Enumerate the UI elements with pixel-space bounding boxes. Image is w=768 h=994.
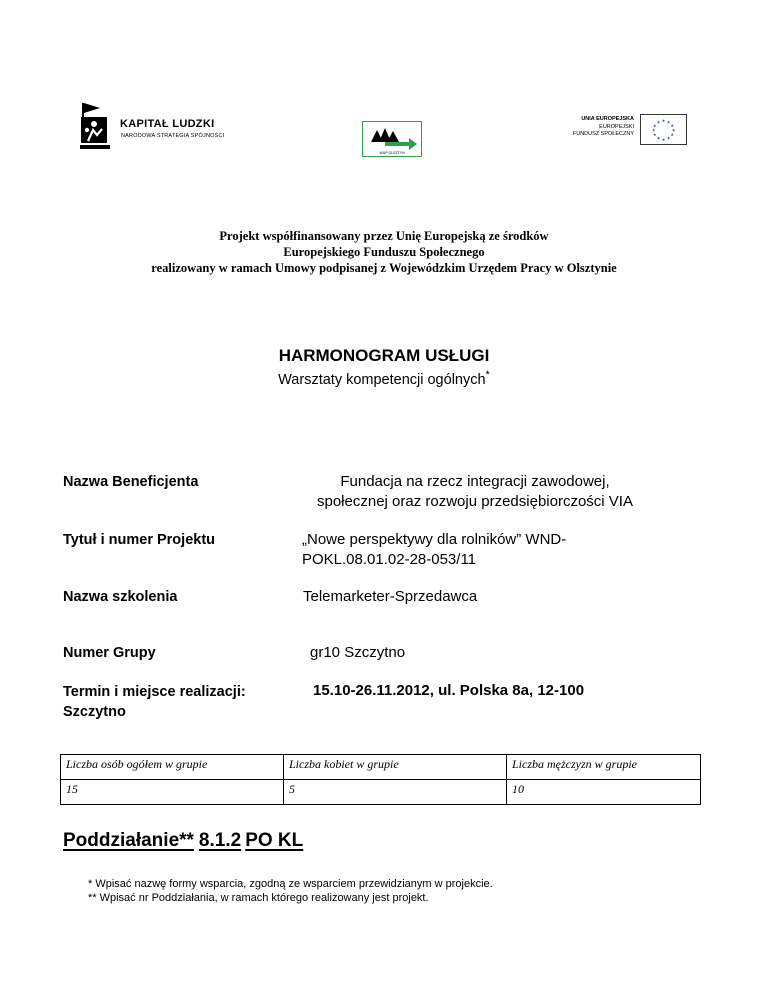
- svg-text:★: ★: [656, 135, 661, 141]
- svg-text:★: ★: [666, 135, 671, 141]
- term-value: 15.10-26.11.2012, ul. Polska 8a, 12-100: [313, 682, 585, 699]
- kapital-ludzki-name: KAPITAŁ LUDZKI: [120, 118, 215, 130]
- svg-text:★: ★: [653, 122, 657, 128]
- svg-text:★: ★: [661, 137, 666, 142]
- project-line-2: POKL.08.01.02-28-053/11: [302, 551, 477, 568]
- eu-line2: FUNDUSZ SPOŁECZNY: [572, 131, 634, 137]
- eu-stars-icon: [641, 115, 686, 144]
- kapital-ludzki-emblem-icon: [78, 103, 112, 153]
- svg-text:★: ★: [661, 118, 666, 123]
- beneficiary-line-1: Fundacja na rzecz integracji zawodowej,: [340, 473, 610, 490]
- svg-text:★: ★: [671, 127, 676, 133]
- training-value: Telemarketer-Sprzedawca: [303, 588, 478, 605]
- training-label: Nazwa szkolenia: [63, 589, 178, 605]
- header-men: Liczba mężczyzn w grupie: [507, 755, 701, 780]
- svg-text:★: ★: [670, 122, 674, 128]
- poddzialanie-suffix: PO KL: [245, 830, 304, 851]
- project-value: [302, 530, 566, 570]
- group-value: gr10 Szczytno: [310, 644, 406, 661]
- document-subtitle-mark: *: [485, 369, 490, 381]
- beneficiary-line-2: społecznej oraz rozwoju przedsiębiorczości VIA: [317, 493, 633, 510]
- eu-logo-text: [540, 116, 634, 139]
- wup-emblem-icon: [363, 122, 419, 154]
- table-row: [61, 780, 701, 805]
- term-label-line-1: Termin i miejsce realizacji:: [63, 684, 246, 700]
- project-label: Tytuł i numer Projektu: [63, 532, 216, 548]
- participants-table: [60, 754, 701, 805]
- group-label: Numer Grupy: [63, 645, 156, 661]
- project-line-1: „Nowe perspektywy dla rolników” WND-: [302, 531, 567, 548]
- document-subtitle: [0, 369, 768, 388]
- svg-text:★: ★: [656, 119, 661, 125]
- wup-logo-caption: WUP OLSZTYN: [379, 151, 405, 155]
- document-subtitle-text: Warsztaty kompetencji ogólnych: [278, 372, 486, 388]
- header-women: Liczba kobiet w grupie: [284, 755, 507, 780]
- header-total: Liczba osób ogółem w grupie: [61, 755, 284, 780]
- funding-line-2: Europejskiego Funduszu Społecznego: [283, 245, 485, 259]
- eu-flag: [640, 114, 687, 145]
- value-women: 5: [284, 780, 507, 805]
- kapital-ludzki-subtitle: NARODOWA STRATEGIA SPÓJNOŚCI: [121, 133, 225, 139]
- svg-text:★: ★: [670, 132, 674, 138]
- poddzialanie-number: 8.1.2: [198, 830, 242, 851]
- footnote-1: * Wpisać nazwę formy wsparcia, zgodną ze wsparciem przewidzianym w projekcie.: [88, 878, 493, 890]
- value-total: 15: [61, 780, 284, 805]
- funding-note: [0, 228, 768, 276]
- funding-line-3: realizowany w ramach Umowy podpisanej z Wojewódzkim Urzędem Pracy w Olsztynie: [151, 261, 617, 275]
- beneficiary-label: Nazwa Beneficjenta: [63, 474, 199, 490]
- eu-title: UNIA EUROPEJSKA: [581, 116, 634, 122]
- term-label: [63, 682, 246, 722]
- svg-text:★: ★: [666, 119, 671, 125]
- table-header-row: [61, 755, 701, 780]
- term-label-line-2: Szczytno: [63, 704, 126, 720]
- poddzialanie-label: Poddziałanie**: [63, 830, 194, 851]
- eu-line1: EUROPEJSKI: [599, 123, 634, 130]
- svg-text:★: ★: [651, 127, 656, 133]
- beneficiary-value: [270, 472, 680, 512]
- svg-text:★: ★: [653, 132, 657, 138]
- value-men: 10: [507, 780, 701, 805]
- footnote-2: ** Wpisać nr Poddziałania, w ramach którego realizowany jest projekt.: [88, 892, 429, 904]
- poddzialanie-line: [63, 830, 303, 852]
- document-title: HARMONOGRAM USŁUGI: [278, 346, 490, 365]
- funding-line-1: Projekt współfinansowany przez Unię Europejską ze środków: [219, 229, 549, 243]
